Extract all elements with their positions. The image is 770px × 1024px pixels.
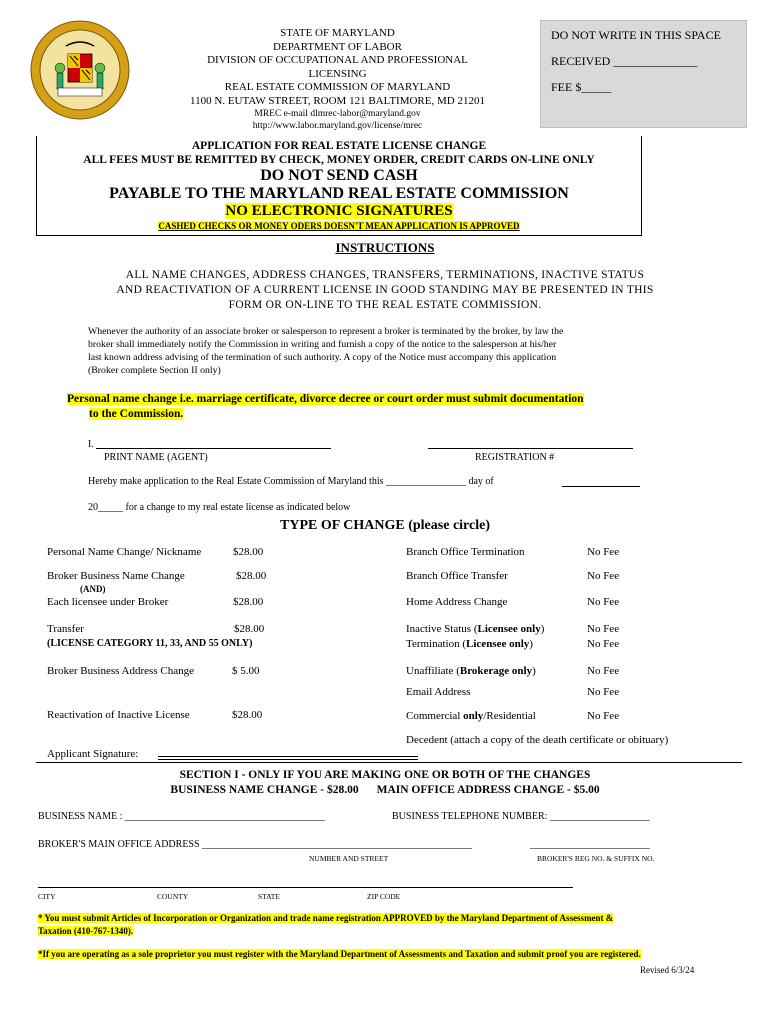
state-name: STATE OF MARYLAND — [280, 27, 395, 39]
label-part: ) — [540, 623, 545, 635]
state-label: STATE — [258, 892, 280, 901]
change-option-label[interactable] — [406, 710, 536, 722]
agency-header — [160, 27, 515, 132]
signature-label: Applicant Signature: — [47, 748, 139, 760]
instructions-caps — [55, 268, 715, 313]
change-option-fee: $28.00 — [236, 570, 267, 582]
application-title: APPLICATION FOR REAL ESTATE LICENSE CHANGE — [191, 140, 487, 152]
year-line: 20_____ for a change to my real estate license as indicated below — [88, 502, 351, 513]
change-option-label[interactable]: Broker Business Name Change — [47, 570, 185, 582]
name-change-line: to the Commission. — [89, 408, 184, 420]
no-electronic-signatures: NO ELECTRONIC SIGNATURES — [225, 203, 453, 219]
i-prefix: I. — [88, 439, 94, 450]
instructions-heading: INSTRUCTIONS — [335, 240, 435, 255]
sole-proprietor-note — [38, 948, 758, 961]
license-category-note: (LICENSE CATEGORY 11, 33, AND 55 ONLY) — [47, 638, 253, 649]
registration-label: REGISTRATION # — [475, 452, 555, 463]
business-phone-field[interactable]: BUSINESS TELEPHONE NUMBER: ____________________ — [392, 811, 650, 822]
broker-reg-label: BROKER'S REG NO. & SUFFIX NO. — [537, 854, 655, 863]
paragraph-line: Whenever the authority of an associate broker or salesperson to represent a broker is terminated by the broker, by law the — [88, 326, 564, 337]
label-part: Unaffiliate ( — [406, 665, 460, 677]
change-option-label[interactable]: Home Address Change — [406, 596, 508, 608]
change-option-fee: No Fee — [587, 546, 620, 558]
caps-line: AND REACTIVATION OF A CURRENT LICENSE IN GOOD STANDING MAY BE PRESENTED IN THIS — [116, 284, 654, 296]
payable-notice: PAYABLE TO THE MARYLAND REAL ESTATE COMMISSION — [109, 185, 569, 202]
change-option-label[interactable] — [406, 623, 544, 635]
department-name: DEPARTMENT OF LABOR — [273, 40, 402, 53]
county-label: COUNTY — [157, 892, 189, 901]
change-option-fee: $28.00 — [233, 546, 264, 558]
articles-note-line: Taxation (410-767-1340). — [38, 926, 134, 936]
articles-note-line: * You must submit Articles of Incorporation or Organization and trade name registration APPROVED by the Maryland Department of Assessment & — [38, 913, 614, 923]
change-option-fee: No Fee — [587, 710, 620, 722]
hereby-text: Hereby make application to the Real Estate Commission of Maryland this ________________ day of — [88, 476, 494, 487]
fee-field[interactable]: FEE $_____ — [551, 80, 612, 94]
paragraph-line: broker shall immediately notify the Commission in writing and furnish a copy of the notice to the salesperson at his/her — [88, 339, 557, 350]
number-street-label: NUMBER AND STREET — [309, 854, 389, 863]
label-part: Licensee only — [477, 623, 541, 635]
change-option-fee: $28.00 — [234, 623, 265, 635]
change-option-label[interactable]: Branch Office Transfer — [406, 570, 508, 582]
label-part: Licensee only — [466, 638, 530, 650]
office-use-title: DO NOT WRITE IN THIS SPACE — [551, 28, 721, 42]
revised-date: Revised 6/3/24 — [640, 965, 695, 975]
cashed-checks-notice: CASHED CHECKS OR MONEY ODERS DOESN'T MEAN APPLICATION IS APPROVED — [158, 221, 520, 231]
paragraph-line: last known address advising of the termination of such authority. A copy of the Notice must accompany this application — [88, 352, 557, 363]
city-state-zip-input[interactable] — [38, 878, 573, 888]
decedent-option[interactable]: Decedent (attach a copy of the death certificate or obituary) — [406, 734, 669, 746]
change-option-fee: No Fee — [587, 665, 620, 677]
broker-reg-field[interactable]: ________________________ — [530, 839, 650, 850]
print-name-label: PRINT NAME (AGENT) — [104, 452, 208, 463]
change-option-label[interactable] — [406, 638, 533, 650]
termination-paragraph — [88, 325, 648, 377]
caps-line: ALL NAME CHANGES, ADDRESS CHANGES, TRANSFERS, TERMINATIONS, INACTIVE STATUS — [125, 269, 645, 281]
business-name-field[interactable]: BUSINESS NAME : ________________________________________ — [38, 811, 325, 822]
section-divider — [36, 762, 742, 763]
change-option-fee: $28.00 — [233, 596, 264, 608]
business-name-fee: BUSINESS NAME CHANGE - $28.00 — [170, 784, 359, 796]
change-option-label[interactable]: Each licensee under Broker — [47, 596, 169, 608]
name-change-line: Personal name change i.e. marriage certificate, divorce decree or court order must submit documentation — [67, 393, 584, 405]
commission-address: 1100 N. EUTAW STREET, ROOM 121 BALTIMORE, MD 21201 — [190, 94, 485, 107]
commission-url: http://www.labor.maryland.gov/license/mrec — [252, 121, 423, 131]
change-option-label[interactable]: Email Address — [406, 686, 471, 698]
fees-notice: ALL FEES MUST BE REMITTED BY CHECK, MONEY ORDER, CREDIT CARDS ON-LINE ONLY — [83, 154, 595, 166]
commission-name: REAL ESTATE COMMISSION OF MARYLAND — [224, 81, 451, 93]
change-option-label[interactable] — [406, 665, 536, 677]
section1-heading — [0, 768, 770, 798]
change-option-fee: No Fee — [587, 570, 620, 582]
office-use-box — [540, 20, 747, 128]
change-option-fee: No Fee — [587, 623, 620, 635]
caps-line: FORM OR ON-LINE TO THE REAL ESTATE COMMISSION. — [228, 299, 542, 311]
section1-title: SECTION I - ONLY IF YOU ARE MAKING ONE OR BOTH OF THE CHANGES — [179, 769, 591, 781]
label-part: Termination ( — [406, 638, 467, 650]
change-option-label[interactable]: Transfer — [47, 623, 84, 635]
change-option-fee: No Fee — [587, 638, 620, 650]
change-option-fee: No Fee — [587, 596, 620, 608]
division-name: DIVISION OF OCCUPATIONAL AND PROFESSIONAL — [207, 54, 468, 66]
change-option-fee: $28.00 — [232, 709, 263, 721]
label-part: /Residential — [483, 710, 536, 722]
label-part: Inactive Status ( — [406, 623, 478, 635]
registration-input[interactable] — [428, 438, 633, 449]
broker-address-field[interactable]: BROKER'S MAIN OFFICE ADDRESS ______________________________________________________ — [38, 839, 473, 850]
licensing-text: LICENSING — [308, 67, 367, 80]
office-address-fee: MAIN OFFICE ADDRESS CHANGE - $5.00 — [376, 784, 600, 796]
change-option-label[interactable]: Broker Business Address Change — [47, 665, 194, 677]
type-of-change-heading: TYPE OF CHANGE (please circle) — [280, 518, 490, 533]
change-option-fee: $ 5.00 — [232, 665, 260, 677]
name-change-notice — [67, 392, 647, 422]
sole-proprietor-line: *If you are operating as a sole proprietor you must register with the Maryland Department of Assessments and Taxation and submit proof you are registered. — [38, 949, 641, 959]
label-part: only — [463, 710, 484, 722]
signature-underline — [158, 759, 418, 760]
label-part: ) — [532, 665, 536, 677]
change-option-label[interactable]: Branch Office Termination — [406, 546, 525, 558]
commission-email: MREC e-mail dlmrec-labor@maryland.gov — [254, 109, 421, 119]
received-field[interactable]: RECEIVED ______________ — [551, 54, 698, 68]
change-option-label[interactable]: Reactivation of Inactive License — [47, 709, 190, 721]
change-option-label[interactable]: Personal Name Change/ Nickname — [47, 546, 202, 558]
no-cash-notice: DO NOT SEND CASH — [260, 167, 418, 184]
label-part: Commercial — [406, 710, 464, 722]
and-text: (AND) — [80, 584, 106, 594]
city-label: CITY — [38, 892, 56, 901]
month-input[interactable] — [562, 476, 640, 487]
label-part: ) — [529, 638, 533, 650]
signature-input[interactable] — [158, 756, 418, 757]
change-option-fee: No Fee — [587, 686, 620, 698]
maryland-seal-image — [30, 20, 130, 120]
print-name-input[interactable] — [96, 438, 331, 449]
label-part: Brokerage only — [459, 665, 533, 677]
application-banner — [36, 136, 642, 236]
zip-label: ZIP CODE — [367, 892, 401, 901]
articles-note — [38, 912, 738, 938]
section1-subtitle — [0, 783, 770, 798]
paragraph-line: (Broker complete Section II only) — [88, 365, 221, 376]
